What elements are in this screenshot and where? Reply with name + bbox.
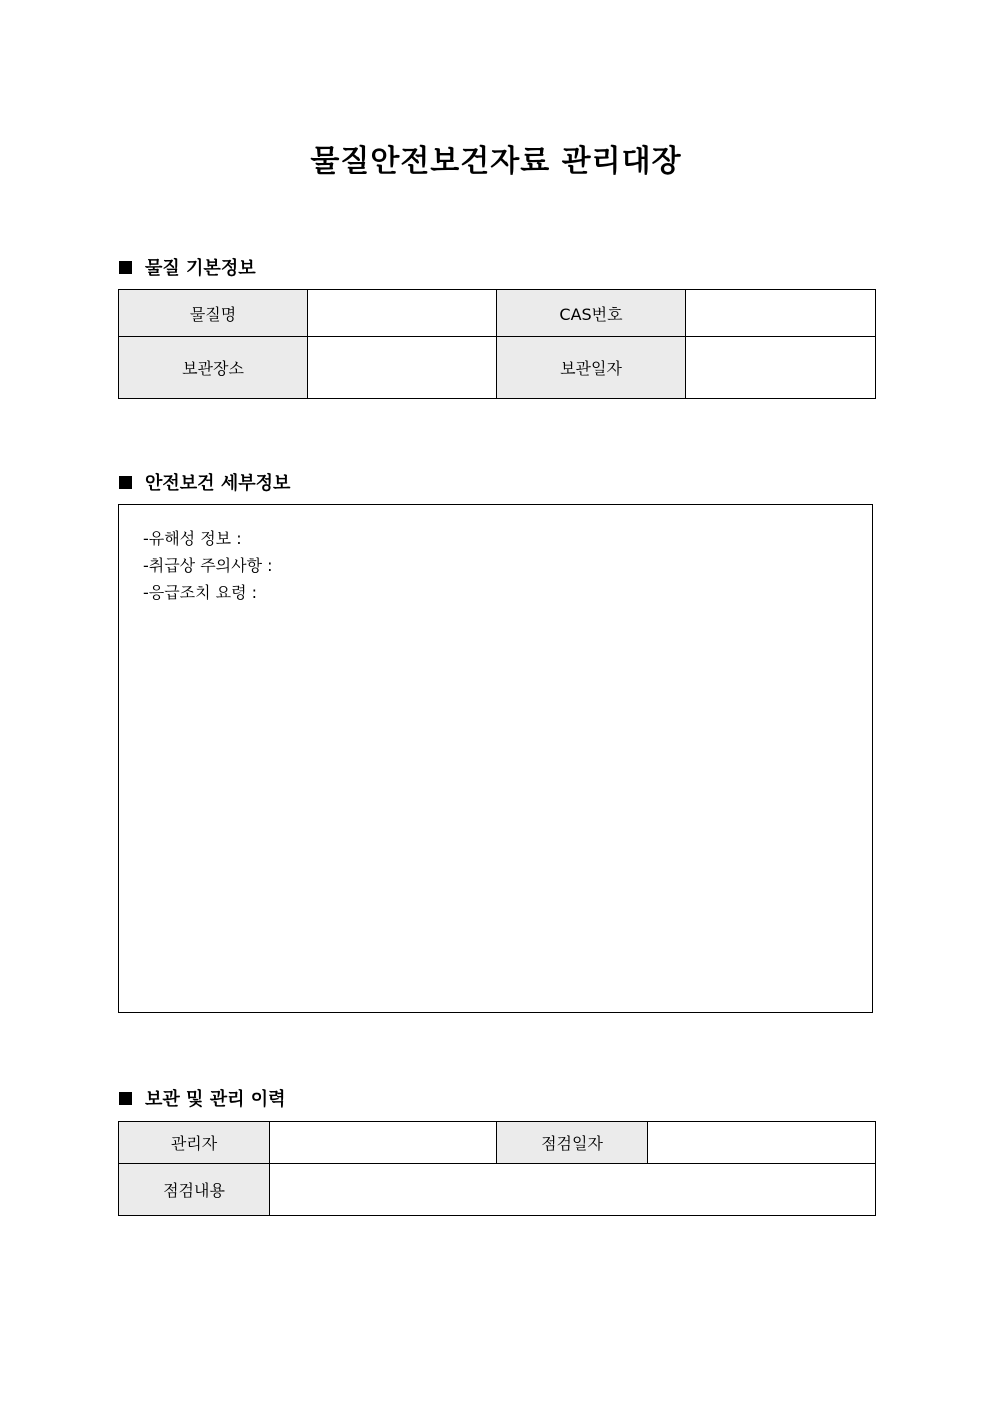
table-row: [119, 290, 876, 337]
section-heading-safety-details: [119, 469, 290, 495]
table-row: [119, 1122, 876, 1164]
table-row: [119, 337, 876, 399]
section-heading-label: 물질 기본정보: [145, 258, 256, 279]
label-cas-number: CAS번호: [497, 290, 686, 337]
hazard-info-line: -유해성 정보 :: [143, 529, 242, 548]
safety-details-lines: [143, 525, 273, 606]
document-title: 물질안전보건자료 관리대장: [310, 144, 682, 179]
safety-details-box[interactable]: [118, 504, 873, 1013]
label-inspection-date: 점검일자: [497, 1122, 648, 1164]
basic-info-table: [118, 289, 876, 399]
table-row: [119, 1164, 876, 1216]
label-substance-name: 물질명: [119, 290, 308, 337]
section-heading-basic-info: [119, 254, 256, 280]
storage-date-field[interactable]: [686, 337, 876, 399]
label-inspection-content: 점검내용: [119, 1164, 270, 1216]
label-storage-date: 보관일자: [497, 337, 686, 399]
handling-precautions-line: -취급상 주의사항 :: [143, 556, 273, 575]
section-heading-history: [119, 1085, 286, 1111]
section-heading-label: 보관 및 관리 이력: [145, 1089, 286, 1110]
inspection-content-field[interactable]: [270, 1164, 876, 1216]
substance-name-field[interactable]: [308, 290, 497, 337]
inspection-date-field[interactable]: [648, 1122, 876, 1164]
label-storage-location: 보관장소: [119, 337, 308, 399]
first-aid-line: -응급조치 요령 :: [143, 583, 258, 602]
square-bullet-icon: [119, 1092, 132, 1105]
section-heading-label: 안전보건 세부정보: [145, 473, 291, 494]
square-bullet-icon: [119, 476, 132, 489]
cas-number-field[interactable]: [686, 290, 876, 337]
label-manager: 관리자: [119, 1122, 270, 1164]
manager-field[interactable]: [270, 1122, 497, 1164]
square-bullet-icon: [119, 261, 132, 274]
storage-location-field[interactable]: [308, 337, 497, 399]
history-table: [118, 1121, 876, 1216]
